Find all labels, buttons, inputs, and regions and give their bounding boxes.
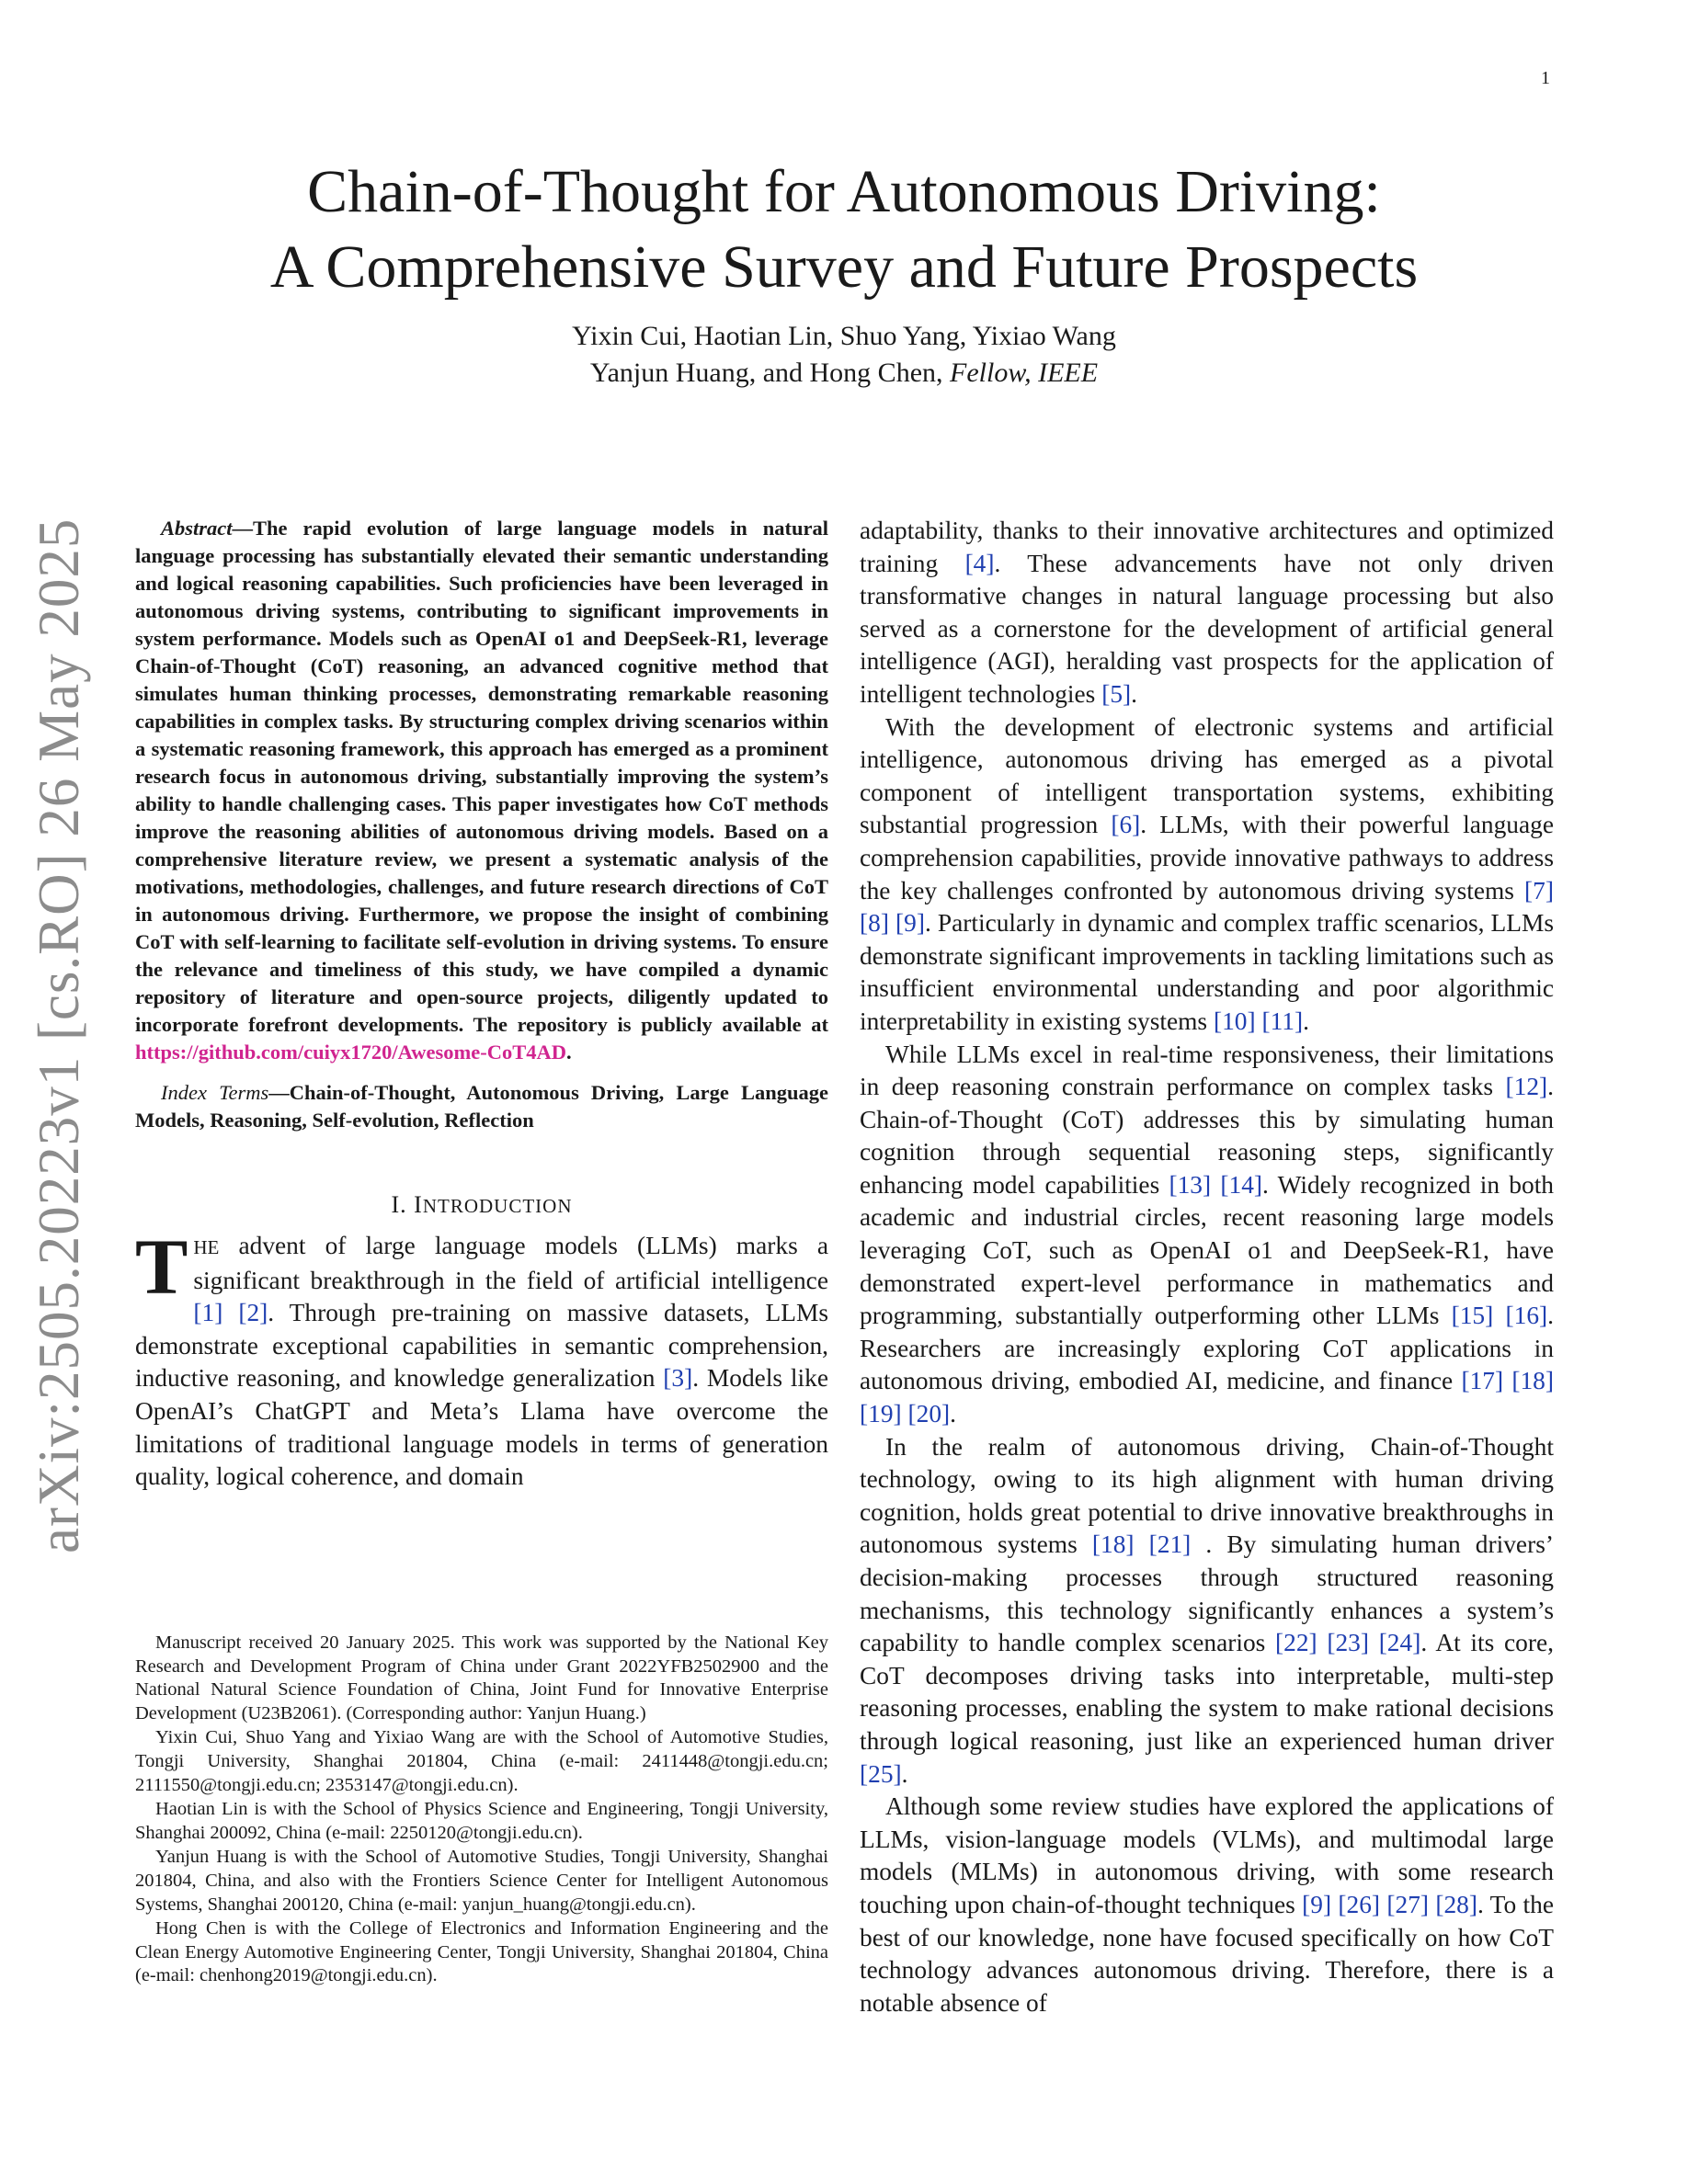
author-role: Fellow, IEEE [950,358,1099,388]
paragraph-text [1211,1171,1220,1199]
paragraph-text [1493,1302,1505,1329]
abstract-label: Abstract [161,517,233,540]
body-paragraph-continued [860,515,1554,711]
citation-link[interactable]: [6] [1111,811,1141,839]
paragraph-text [1317,1629,1328,1656]
paper-title-line-2: A Comprehensive Survey and Future Prospects [269,233,1419,301]
abstract [135,515,828,1066]
right-column [860,515,1554,2019]
footnotes [135,1632,828,1989]
citation-link[interactable]: [19] [860,1400,902,1428]
repository-link[interactable]: https://github.com/cuiyx1720/Awesome-CoT4AD [135,1041,566,1064]
paragraph-text: . [1303,1007,1309,1035]
paragraph-text: . To the best of our knowledge, none have focused specifically on how CoT technology advances autonomous driving. Therefore, there is a notable absence of [860,1890,1554,2017]
footnote-affiliation-1: Yixin Cui, Shuo Yang and Yixiao Wang are with the School of Automotive Studies, Tongji University, Shanghai 201804, China (e-mail: 2411448@tongji.edu.cn; 2111550@tongji.edu.cn; 2353147@tongji.edu.cn). [135,1727,828,1795]
footnote-manuscript: Manuscript received 20 January 2025. This work was supported by the National Key Research and Development Program of China under Grant 2022YFB2502900 and the National Natural Science Foundation of China, Joint Fund for Innovative Enterprise Development (U23B2061). (Corresponding author: Yanjun Huang.) [135,1632,828,1723]
citation-link[interactable]: [4] [964,549,995,577]
citation-link[interactable]: [26] [1338,1890,1381,1918]
body-paragraph [860,711,1554,1039]
paragraph-text [222,1299,238,1326]
paragraph-text: . Researchers are increasingly exploring CoT applications in autonomous driving, embodied AI, medicine, and finance [860,1302,1554,1395]
paragraph-text: . Through pre-training on massive datasets, LLMs demonstrate exceptional capabilities in semantic comprehension, inductive reasoning, and knowledge generalization [135,1299,828,1393]
footnote-affiliation-4: Hong Chen is with the College of Electronics and Information Engineering and the Clean Energy Automotive Engineering Center, Tongji University, Shanghai 201804, China (e-mail: chenhong2019@tongji.edu.cn). [135,1918,828,1986]
citation-link[interactable]: [11] [1261,1007,1304,1035]
paragraph-text [1135,1530,1149,1558]
citation-link[interactable]: [23] [1327,1629,1369,1657]
paragraph-text: . Widely recognized in both academic and industrial circles, recent reasoning large models leveraging CoT, such as OpenAI o1 and DeepSeek-R1, have demonstrated expert-level performance in mathematics and programming, substantially outperforming other LLMs [860,1170,1554,1330]
citation-link[interactable]: [9] [1302,1890,1332,1918]
citation-link[interactable]: [22] [1275,1629,1317,1657]
paragraph-text [1503,1367,1511,1394]
paragraph-text: adaptability, thanks to their innovative architectures and optimized training [860,517,1554,577]
paragraph-text: advent of large language models (LLMs) marks a significant breakthrough in the field of artificial intelligence [193,1232,828,1294]
paragraph-text: Although some review studies have explored the applications of LLMs, vision-language models (VLMs), and multimodal large models (MLMs) in autonomous driving, with some research touching upon chain-of-thought techniques [860,1792,1554,1918]
paragraph-text: . At its core, CoT decomposes driving tasks into interpretable, multi-step reasoning processes, enabling the system to make rational decisions through logical reasoning, just like an experienced human driver [860,1629,1554,1755]
citation-link[interactable]: [10] [1213,1007,1256,1035]
intro-paragraph-body [135,1223,828,1491]
paper-title-line-1: Chain-of-Thought for Autonomous Driving: [307,158,1381,225]
paragraph-text [889,909,895,937]
footnote-affiliation-3: Yanjun Huang is with the School of Automotive Studies, Tongji University, Shanghai 201804, China, and also with the Frontiers Science Center for Intelligent Autonomous Systems, Shanghai 200120, China (e-mail: yanjun_huang@tongji.edu.cn). [135,1847,828,1915]
citation-link[interactable]: [24] [1378,1629,1421,1657]
citation-link[interactable]: [2] [238,1299,268,1327]
paragraph-text: With the development of electronic systems and artificial intelligence, autonomous driving has emerged as a pivotal component of intelligent transportation systems, exhibiting substantial progression [860,712,1554,839]
paragraph-text: . [901,1759,908,1788]
index-terms [135,1079,828,1134]
abstract-end: . [565,1041,572,1064]
paragraph-text: While LLMs excel in real-time responsiveness, their limitations in deep reasoning constrain performance on complex tasks [860,1040,1554,1101]
citation-link[interactable]: [7] [1524,876,1554,904]
citation-link[interactable]: [20] [907,1400,951,1428]
intro-lead-word: HE [193,1236,220,1258]
citation-link[interactable]: [9] [895,909,925,938]
citation-link[interactable]: [21] [1148,1530,1192,1559]
paragraph-text [1369,1629,1379,1656]
left-column [135,515,828,1494]
paragraph-text: . [950,1400,956,1428]
section-heading-introduction [135,1191,828,1219]
citation-link[interactable]: [14] [1220,1170,1263,1199]
citation-link[interactable]: [25] [860,1759,902,1788]
citation-link[interactable]: [13] [1169,1170,1212,1199]
citation-link[interactable]: [17] [1461,1367,1504,1395]
paragraph-text: In the realm of autonomous driving, Chain-of-Thought technology, owing to its high alignment with human driving cognition, holds great potential to drive innovative breakthroughs in autonomous systems [860,1432,1554,1559]
paragraph-text: . [1131,679,1138,708]
authors-line-1: Yixin Cui, Haotian Lin, Shuo Yang, Yixiao Wang [572,321,1116,351]
paragraph-text: . Particularly in dynamic and complex traffic scenarios, LLMs demonstrate significant improvements in tackling limitations such as insufficient environmental understanding and poor algorithmic interpretability in existing systems [860,909,1554,1035]
section-number: I. [391,1191,415,1218]
index-terms-dash: — [268,1081,290,1104]
drop-cap: T [135,1223,188,1311]
authors-line-2 [0,355,1688,392]
citation-link[interactable]: [12] [1505,1073,1548,1101]
paragraph-text: . By simulating human drivers’ decision-making processes through structured reasoning mechanisms, this technology significantly enhances a system’s capability to handle complex scenarios [860,1530,1554,1657]
section-title-rest: NTRODUCTION [422,1195,573,1217]
body-paragraph [860,1791,1554,2019]
citation-link[interactable]: [18] [1091,1530,1135,1559]
index-terms-label: Index Terms [161,1081,269,1104]
body-paragraph [860,1039,1554,1431]
citation-link[interactable]: [8] [860,909,889,938]
arxiv-identifier[interactable]: arXiv:2505.20223v1 [cs.RO] 26 May 2025 [27,518,91,1553]
intro-paragraph [135,1223,828,1494]
footnote-affiliation-2: Haotian Lin is with the School of Physics Science and Engineering, Tongji University, Shanghai 200092, China (e-mail: 2250120@tongji.edu.cn). [135,1799,828,1843]
body-paragraph [860,1431,1554,1792]
citation-link[interactable]: [1] [193,1299,223,1327]
citation-link[interactable]: [27] [1386,1890,1430,1918]
citation-link[interactable]: [16] [1505,1302,1548,1330]
citation-link[interactable]: [5] [1101,679,1132,708]
section-title-initial: I [414,1191,423,1218]
paragraph-text: . These advancements have not only driven transformative changes in natural language processing but also served as a cornerstone for the development of artificial general intelligence (AGI), heralding vast prospects for the application of intelligent technologies [860,549,1554,708]
citation-link[interactable]: [18] [1511,1367,1554,1395]
title-block [0,154,1688,392]
citation-link[interactable]: [3] [663,1364,693,1393]
citation-link[interactable]: [28] [1435,1890,1477,1918]
citation-link[interactable]: [15] [1451,1302,1494,1330]
paragraph-text: . Models like OpenAI’s ChatGPT and Meta’s Llama have overcome the limitations of traditional language models in terms of generation quality, logical coherence, and domain [135,1364,828,1491]
paragraph-text: . Chain-of-Thought (CoT) addresses this by simulating human cognition through sequential reasoning steps, significantly enhancing model capabilities [860,1073,1554,1199]
abstract-dash: — [232,517,254,540]
index-terms-text: Chain-of-Thought, Autonomous Driving, Large Language Models, Reasoning, Self-evolution, Reflection [135,1081,828,1132]
authors-line-2-names: Yanjun Huang, and Hong Chen, [589,358,951,388]
paragraph-text [902,1400,908,1428]
abstract-text: The rapid evolution of large language models in natural language processing has substantially elevated their semantic understanding and logical reasoning capabilities. Such proficiencies have been leveraged in autonomous driving systems, contributing to significant improvements in system performance. Models such as OpenAI o1 and DeepSeek-R1, leverage Chain-of-Thought (CoT) reasoning, an advanced cognitive method that simulates human thinking processes, demonstrating remarkable reasoning capabilities in complex tasks. By structuring complex driving scenarios within a systematic reasoning framework, this approach has emerged as a prominent research focus in autonomous driving, substantially improving the system’s ability to handle challenging cases. This paper investigates how CoT methods improve the reasoning abilities of autonomous driving models. Based on a comprehensive literature review, we present a systematic analysis of the motivations, methodologies, challenges, and future research directions of CoT in autonomous driving. Furthermore, we propose the insight of combining CoT with self-learning to facilitate self-evolution in driving systems. To ensure the relevance and timeliness of this study, we have compiled a dynamic repository of literature and open-source projects, diligently updated to incorporate forefront developments. The repository is publicly available at [135,517,828,1036]
page-number: 1 [1541,68,1550,88]
author-list [0,318,1688,392]
paragraph-text: . LLMs, with their powerful language comprehension capabilities, provide innovative pathways to address the key challenges confronted by autonomous driving systems [860,811,1554,904]
